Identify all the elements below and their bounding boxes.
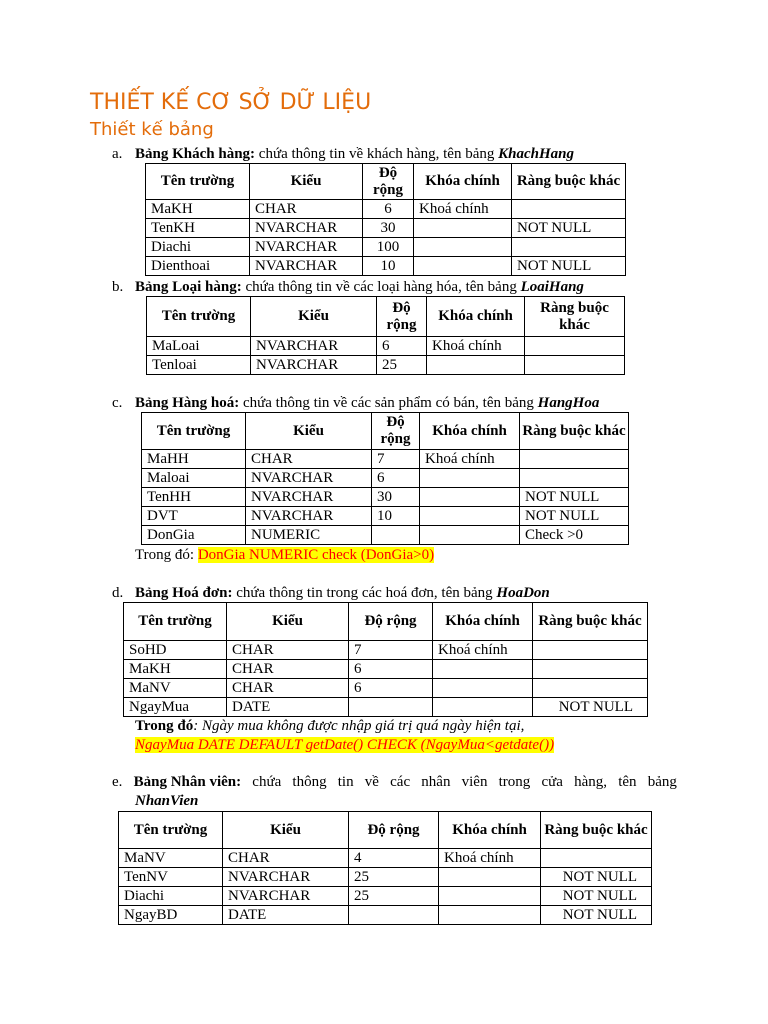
cell-pk	[420, 507, 520, 526]
cell-type: DATE	[223, 906, 349, 925]
header-field: Tên trường	[142, 413, 246, 450]
hoadon-table	[123, 602, 648, 717]
cell-pk	[420, 488, 520, 507]
cell-constraint: NOT NULL	[512, 257, 626, 276]
cell-width: 4	[349, 849, 439, 868]
table-row	[142, 450, 629, 469]
section-heading: Thiết kế bảng	[90, 119, 214, 140]
cell-type: CHAR	[227, 679, 349, 698]
table-title: Bảng Khách hàng:	[135, 146, 256, 162]
cell-type: NVARCHAR	[251, 356, 377, 375]
cell-width: 7	[372, 450, 420, 469]
cell-type: CHAR	[246, 450, 372, 469]
cell-field: NgayMua	[124, 698, 227, 717]
desc-word: các	[390, 774, 411, 790]
cell-field: MaHH	[142, 450, 246, 469]
section-d-heading	[112, 584, 550, 602]
cell-type: NVARCHAR	[246, 488, 372, 507]
table-header-row	[119, 812, 652, 849]
hanghoa-table	[141, 412, 629, 545]
table-header-row	[142, 413, 629, 450]
table-row	[124, 641, 648, 660]
table-row	[142, 469, 629, 488]
table-name: HoaDon	[496, 585, 550, 601]
cell-field: NgayBD	[119, 906, 223, 925]
table-title: Bảng Hàng hoá:	[135, 395, 240, 411]
desc-word: bảng	[647, 774, 677, 790]
header-field: Tên trường	[146, 164, 250, 200]
cell-constraint	[520, 450, 629, 469]
desc-word: về	[364, 774, 379, 790]
cell-width: 6	[377, 337, 427, 356]
table-row	[119, 868, 652, 887]
cell-constraint: NOT NULL	[520, 507, 629, 526]
list-marker: e.	[112, 774, 123, 790]
cell-field: MaNV	[119, 849, 223, 868]
cell-type: NVARCHAR	[246, 507, 372, 526]
cell-width: 30	[372, 488, 420, 507]
cell-width: 6	[349, 660, 433, 679]
cell-pk	[439, 906, 541, 925]
cell-type: NVARCHAR	[250, 219, 363, 238]
cell-width	[372, 526, 420, 545]
cell-pk	[420, 469, 520, 488]
header-constraint: Ràng buộc khác	[520, 413, 629, 450]
header-pk: Khóa chính	[420, 413, 520, 450]
table-row	[142, 488, 629, 507]
cell-constraint	[512, 200, 626, 219]
loaihang-table	[146, 296, 625, 375]
nhanvien-table	[118, 811, 652, 925]
cell-type: CHAR	[227, 641, 349, 660]
cell-type: CHAR	[223, 849, 349, 868]
header-width: Độ rộng	[377, 297, 427, 337]
cell-width: 6	[349, 679, 433, 698]
header-width: Độ rộng	[349, 812, 439, 849]
header-constraint: Ràng buộc khác	[525, 297, 625, 337]
list-marker: b.	[112, 279, 124, 295]
table-row	[146, 238, 626, 257]
note-code-highlight: NgayMua DATE DEFAULT getDate() CHECK (NgayMua<getdate())	[135, 737, 555, 753]
header-type: Kiểu	[251, 297, 377, 337]
cell-width: 25	[349, 868, 439, 887]
cell-constraint	[541, 849, 652, 868]
desc-word: viên	[461, 774, 488, 790]
desc-word: chứa	[252, 774, 282, 790]
desc-word: tin	[337, 774, 354, 790]
header-pk: Khóa chính	[439, 812, 541, 849]
cell-pk	[439, 868, 541, 887]
header-width: Độ rộng	[349, 603, 433, 641]
table-name: KhachHang	[498, 146, 574, 162]
cell-pk	[427, 356, 525, 375]
cell-type: CHAR	[250, 200, 363, 219]
table-description: chứa thông tin trong các hoá đơn, tên bảng	[232, 585, 497, 601]
cell-field: Diachi	[119, 887, 223, 906]
table-name: HangHoa	[537, 395, 600, 411]
table-row	[119, 849, 652, 868]
note-prefix: Trong đó	[135, 718, 194, 734]
cell-field: MaKH	[124, 660, 227, 679]
header-constraint: Ràng buộc khác	[541, 812, 652, 849]
cell-field: MaLoai	[147, 337, 251, 356]
cell-width	[349, 906, 439, 925]
cell-type: NUMERIC	[246, 526, 372, 545]
table-row	[147, 356, 625, 375]
header-pk: Khóa chính	[414, 164, 512, 200]
header-field: Tên trường	[147, 297, 251, 337]
desc-word: tên	[618, 774, 637, 790]
cell-field: Dienthoai	[146, 257, 250, 276]
table-title: Bảng Nhân viên:	[133, 774, 242, 790]
table-row	[119, 906, 652, 925]
note-prefix: Trong đó:	[135, 547, 198, 563]
section-b-heading	[112, 278, 584, 296]
section-a-heading	[112, 145, 574, 163]
cell-width: 25	[349, 887, 439, 906]
header-type: Kiểu	[246, 413, 372, 450]
table-name: LoaiHang	[520, 279, 584, 295]
cell-type: NVARCHAR	[223, 868, 349, 887]
cell-constraint: Check >0	[520, 526, 629, 545]
cell-field: TenKH	[146, 219, 250, 238]
list-marker: a.	[112, 146, 123, 162]
table-row	[146, 257, 626, 276]
cell-type: NVARCHAR	[250, 257, 363, 276]
cell-width: 100	[363, 238, 414, 257]
table-row	[124, 679, 648, 698]
cell-field: SoHD	[124, 641, 227, 660]
table-header-row	[124, 603, 648, 641]
cell-constraint	[520, 469, 629, 488]
table-row	[146, 219, 626, 238]
cell-pk	[433, 698, 533, 717]
cell-field: Diachi	[146, 238, 250, 257]
table-row	[142, 526, 629, 545]
table-header-row	[147, 297, 625, 337]
cell-constraint: NOT NULL	[541, 868, 652, 887]
cell-width: 6	[363, 200, 414, 219]
cell-pk	[420, 526, 520, 545]
header-width: Độ rộng	[372, 413, 420, 450]
cell-field: MaKH	[146, 200, 250, 219]
table-title: Bảng Hoá đơn:	[135, 585, 233, 601]
cell-constraint	[533, 679, 648, 698]
cell-field: TenNV	[119, 868, 223, 887]
hanghoa-note	[135, 546, 434, 565]
cell-constraint	[533, 660, 648, 679]
cell-pk	[414, 257, 512, 276]
header-field: Tên trường	[119, 812, 223, 849]
cell-constraint: NOT NULL	[533, 698, 648, 717]
table-description: chứa thông tin về khách hàng, tên bảng	[255, 146, 499, 162]
header-type: Kiểu	[223, 812, 349, 849]
table-description: chứa thông tin về các sản phẩm có bán, tên bảng	[239, 395, 538, 411]
cell-pk: Khoá chính	[414, 200, 512, 219]
cell-width: 10	[372, 507, 420, 526]
cell-pk: Khoá chính	[439, 849, 541, 868]
cell-constraint: NOT NULL	[541, 906, 652, 925]
table-row	[124, 660, 648, 679]
desc-word: nhân	[421, 774, 451, 790]
cell-width	[349, 698, 433, 717]
list-marker: c.	[112, 395, 123, 411]
section-c-heading	[112, 394, 599, 412]
khachhang-table	[145, 163, 626, 276]
cell-width: 10	[363, 257, 414, 276]
table-title: Bảng Loại hàng:	[135, 279, 242, 295]
cell-type: NVARCHAR	[223, 887, 349, 906]
table-row	[147, 337, 625, 356]
cell-pk	[439, 887, 541, 906]
header-pk: Khóa chính	[427, 297, 525, 337]
note-text: : Ngày mua không được nhập giá trị quá ngày hiện tại,	[193, 718, 525, 734]
cell-type: NVARCHAR	[246, 469, 372, 488]
header-field: Tên trường	[124, 603, 227, 641]
cell-constraint: NOT NULL	[520, 488, 629, 507]
cell-field: Tenloai	[147, 356, 251, 375]
cell-field: MaNV	[124, 679, 227, 698]
header-pk: Khóa chính	[433, 603, 533, 641]
section-e-heading	[112, 773, 677, 811]
table-name: NhanVien	[135, 793, 199, 809]
document-title: THIẾT KẾ CƠ SỞ DỮ LIỆU	[90, 90, 372, 115]
cell-width: 25	[377, 356, 427, 375]
cell-width: 7	[349, 641, 433, 660]
cell-pk: Khoá chính	[427, 337, 525, 356]
cell-pk	[414, 219, 512, 238]
note-code-highlight: DonGia NUMERIC check (DonGia>0)	[197, 547, 435, 563]
desc-word: hàng,	[574, 774, 608, 790]
cell-constraint: NOT NULL	[512, 219, 626, 238]
table-description: chứa thông tin về các loại hàng hóa, tên bảng	[241, 279, 521, 295]
table-row	[119, 887, 652, 906]
cell-type: NVARCHAR	[251, 337, 377, 356]
cell-type: CHAR	[227, 660, 349, 679]
list-marker: d.	[112, 585, 124, 601]
cell-field: DVT	[142, 507, 246, 526]
cell-field: DonGia	[142, 526, 246, 545]
header-constraint: Ràng buộc khác	[512, 164, 626, 200]
cell-constraint	[525, 356, 625, 375]
cell-pk: Khoá chính	[420, 450, 520, 469]
cell-pk	[433, 679, 533, 698]
cell-type: DATE	[227, 698, 349, 717]
cell-constraint	[512, 238, 626, 257]
header-type: Kiểu	[250, 164, 363, 200]
cell-type: NVARCHAR	[250, 238, 363, 257]
cell-width: 6	[372, 469, 420, 488]
cell-pk	[433, 660, 533, 679]
header-width: Độ rộng	[363, 164, 414, 200]
table-row	[124, 698, 648, 717]
cell-constraint: NOT NULL	[541, 887, 652, 906]
cell-width: 30	[363, 219, 414, 238]
hoadon-note	[135, 717, 554, 755]
cell-field: TenHH	[142, 488, 246, 507]
cell-field: Maloai	[142, 469, 246, 488]
table-row	[142, 507, 629, 526]
cell-pk: Khoá chính	[433, 641, 533, 660]
cell-pk	[414, 238, 512, 257]
desc-word: trong	[498, 774, 531, 790]
cell-constraint	[533, 641, 648, 660]
table-header-row	[146, 164, 626, 200]
section-e-line	[112, 773, 677, 792]
cell-constraint	[525, 337, 625, 356]
desc-word: thông	[292, 774, 327, 790]
desc-word: cửa	[541, 774, 563, 790]
header-type: Kiểu	[227, 603, 349, 641]
header-constraint: Ràng buộc khác	[533, 603, 648, 641]
table-row	[146, 200, 626, 219]
